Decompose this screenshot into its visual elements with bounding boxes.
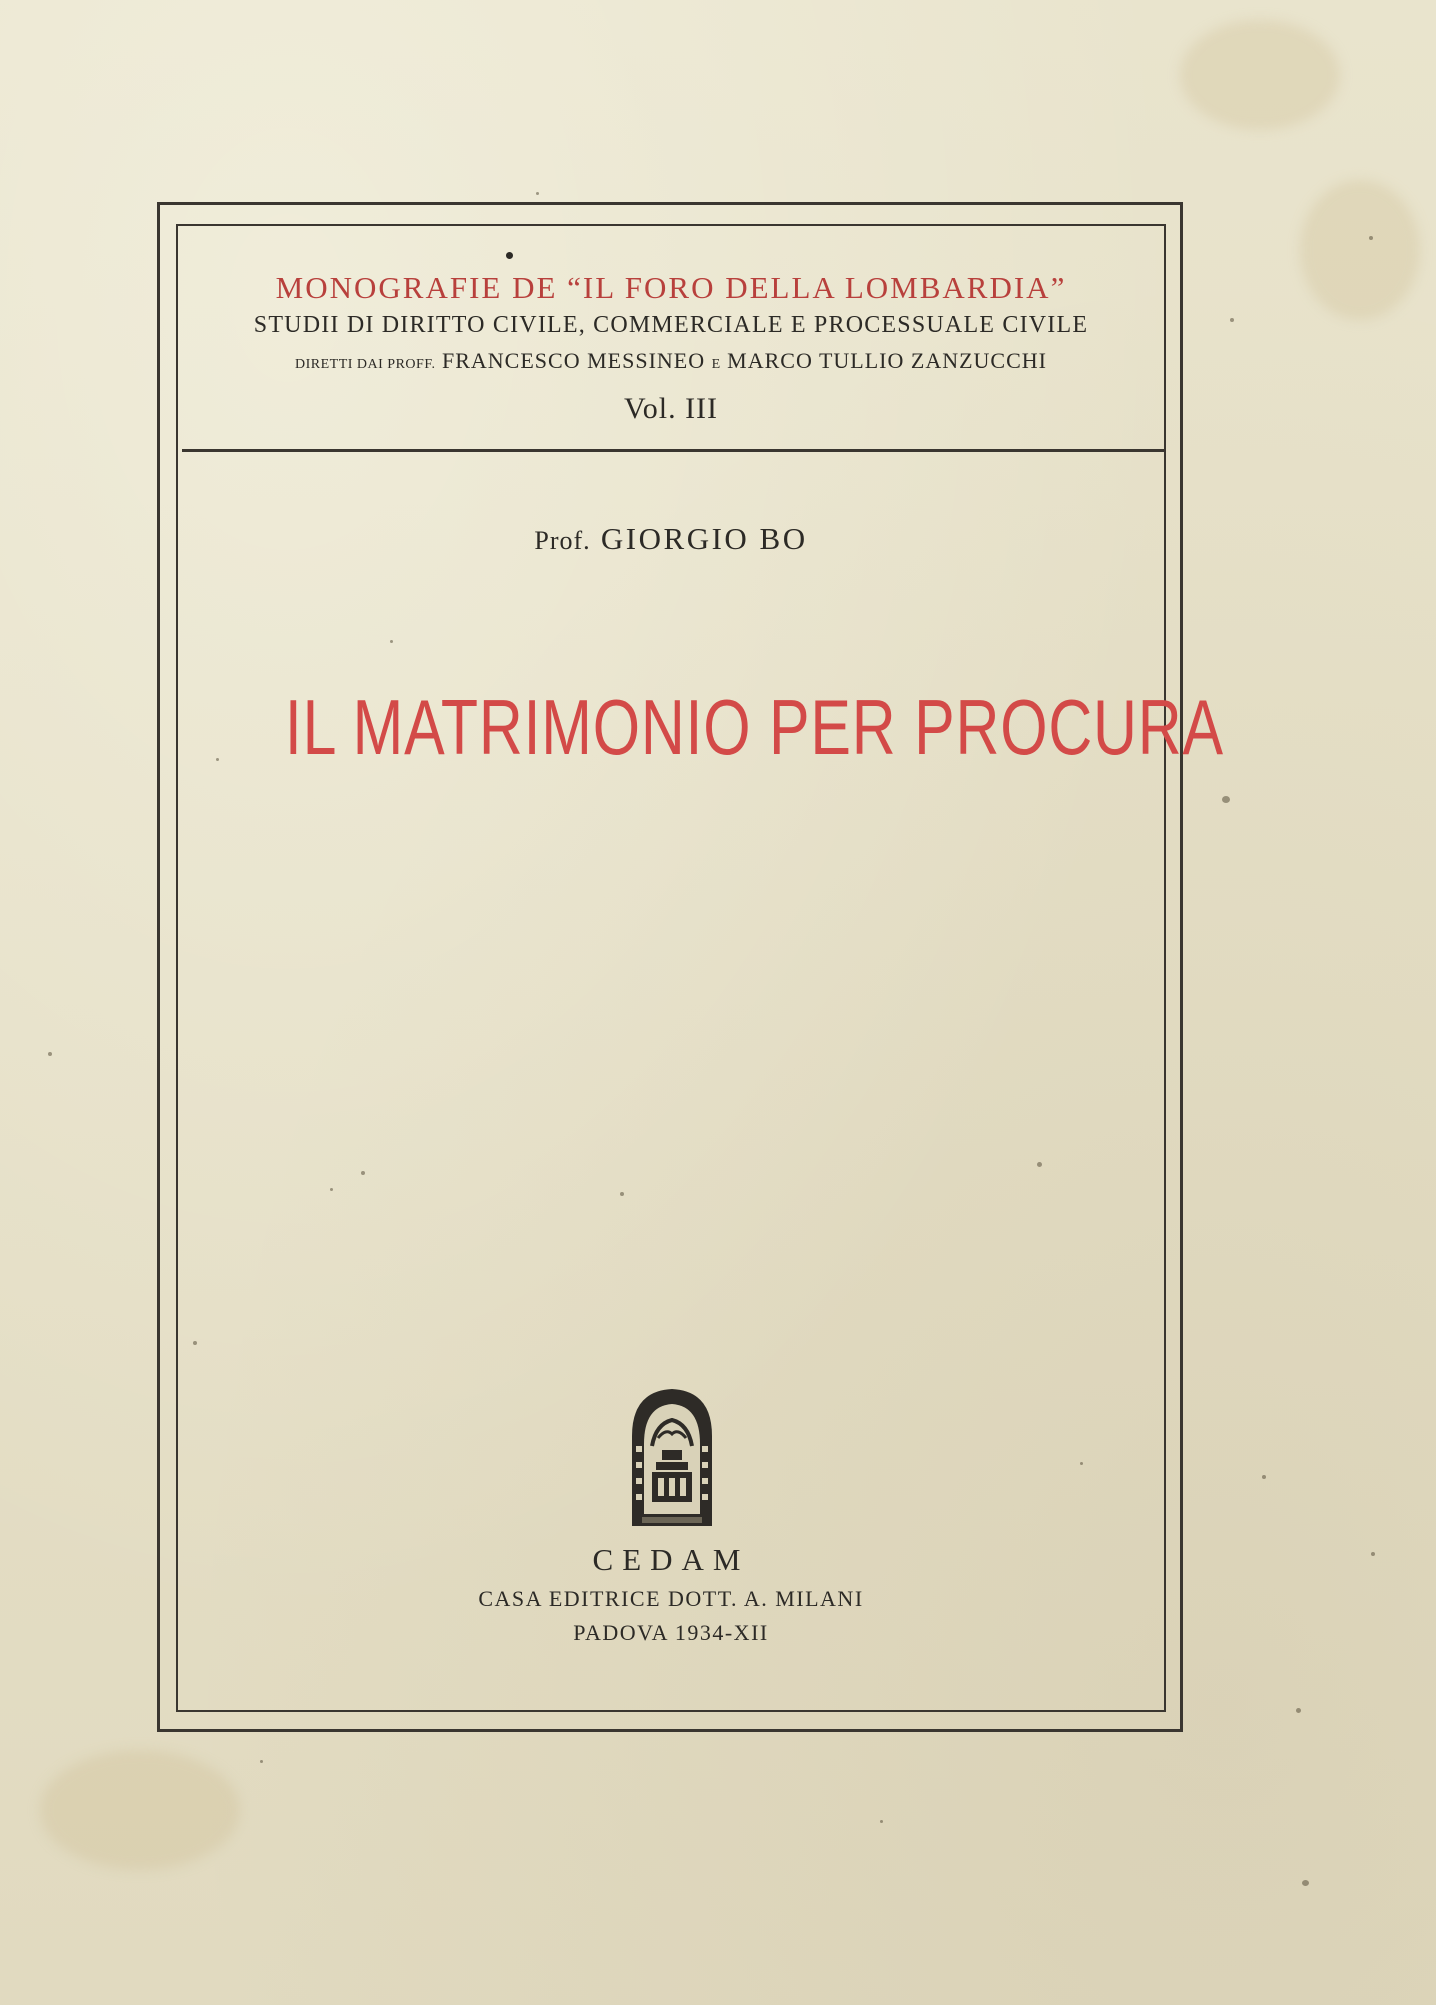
series-subtitle: STUDII DI DIRITTO CIVILE, COMMERCIALE E PROCESSUALE CIVILE — [253, 312, 1089, 338]
volume-number: Vol. III — [623, 392, 719, 425]
paper-speck — [1302, 1880, 1309, 1886]
editors-prefix: DIRETTI DAI PROFF. — [295, 357, 436, 372]
author-name: GIORGIO BO — [600, 521, 808, 556]
paper-speck — [48, 1052, 52, 1056]
cedam-emblem-icon — [622, 1386, 722, 1528]
paper-stain — [40, 1750, 240, 1870]
publisher-house: CASA EDITRICE DOTT. A. MILANI — [478, 1586, 864, 1611]
series-title: MONOGRAFIE DE “IL FORO DELLA LOMBARDIA” — [275, 270, 1067, 305]
paper-speck — [1230, 318, 1234, 322]
paper-speck — [1371, 1552, 1375, 1556]
paper-stain — [1180, 20, 1340, 130]
editor-name-1: FRANCESCO MESSINEO — [442, 348, 706, 373]
paper-speck — [1222, 796, 1230, 803]
editors-conjunction: E — [711, 357, 721, 372]
editor-name-2: MARCO TULLIO ZANZUCCHI — [727, 348, 1047, 373]
paper-speck — [880, 1820, 883, 1823]
publisher-name: CEDAM — [592, 1542, 750, 1577]
series-editors — [176, 348, 1166, 374]
paper-stain — [1300, 180, 1420, 320]
author-line — [176, 521, 1166, 557]
paper-speck — [1296, 1708, 1301, 1713]
author-prefix: Prof. — [534, 526, 591, 555]
paper-speck — [536, 192, 539, 195]
book-title: IL MATRIMONIO PER PROCURA — [284, 683, 1224, 771]
header-divider-rule — [182, 449, 1164, 452]
publisher-place-date: PADOVA 1934-XII — [573, 1620, 769, 1645]
paper-speck — [1262, 1475, 1266, 1479]
paper-speck — [260, 1760, 263, 1763]
paper-speck — [1369, 236, 1373, 240]
